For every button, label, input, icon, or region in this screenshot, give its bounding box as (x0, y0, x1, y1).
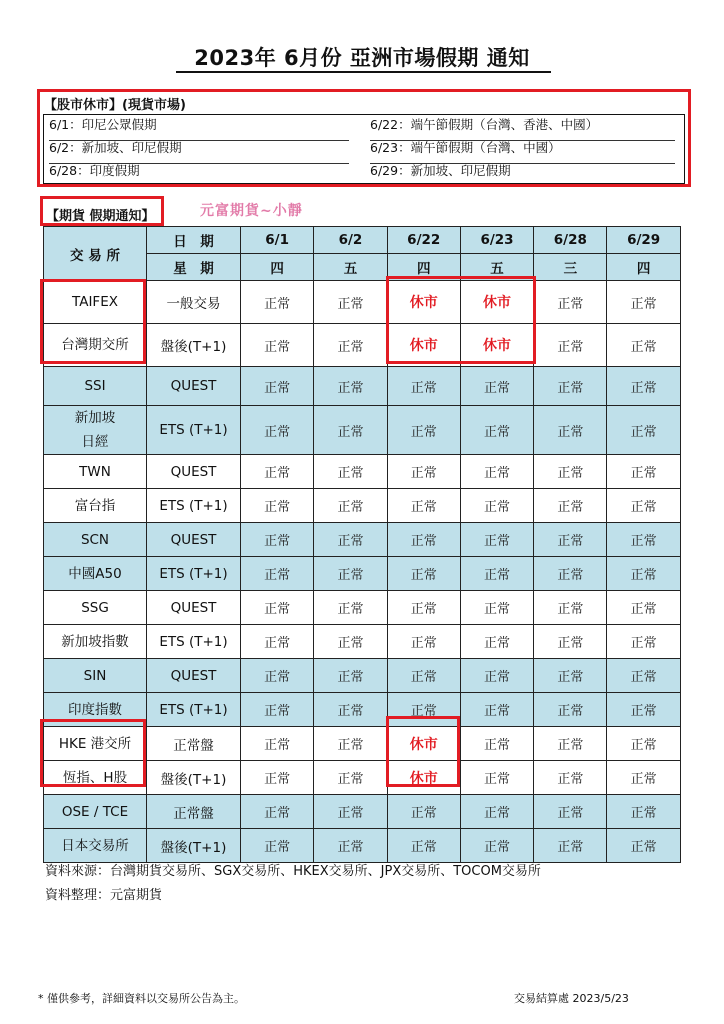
disclaimer-footnote: * 僅供參考，詳細資料以交易所公告為主。 (38, 992, 245, 1005)
closed-status-cell: 休市 (387, 281, 460, 324)
exchange-header: 交 易 所 (44, 227, 147, 281)
status-cell: 正常 (460, 659, 533, 693)
weekday-cell: 五 (314, 254, 387, 281)
session-type-cell: ETS (T+1) (147, 693, 241, 727)
status-cell: 正常 (314, 324, 387, 367)
status-cell: 正常 (607, 727, 680, 761)
status-cell: 正常 (387, 557, 460, 591)
status-cell: 正常 (460, 557, 533, 591)
closed-status-cell: 休市 (460, 281, 533, 324)
status-cell: 正常 (241, 795, 314, 829)
status-cell: 正常 (607, 829, 680, 863)
status-cell: 正常 (241, 455, 314, 489)
status-cell: 正常 (241, 727, 314, 761)
status-cell: 正常 (314, 406, 387, 455)
exchange-cell: HKE 港交所 (44, 727, 147, 761)
status-cell: 正常 (607, 693, 680, 727)
status-cell: 正常 (607, 367, 680, 406)
exchange-cell: 富台指 (44, 489, 147, 523)
status-cell: 正常 (387, 693, 460, 727)
stock-holiday-item: 6/23：端午節假期（台灣、中國） (370, 141, 675, 164)
status-cell: 正常 (534, 557, 607, 591)
weekday-cell: 五 (460, 254, 533, 281)
table-row (44, 591, 681, 625)
date-cell: 6/1 (241, 227, 314, 254)
status-cell: 正常 (534, 761, 607, 795)
date-header-row (44, 227, 681, 254)
closed-status-cell: 休市 (387, 727, 460, 761)
status-cell: 正常 (314, 591, 387, 625)
status-cell: 正常 (241, 659, 314, 693)
table-row (44, 489, 681, 523)
closed-status-cell: 休市 (387, 324, 460, 367)
weekday-cell: 四 (607, 254, 680, 281)
status-cell: 正常 (314, 659, 387, 693)
session-type-cell: QUEST (147, 523, 241, 557)
stock-holiday-item: 6/22：端午節假期（台灣、香港、中國） (370, 118, 675, 141)
status-cell: 正常 (607, 406, 680, 455)
status-cell: 正常 (607, 455, 680, 489)
status-cell: 正常 (387, 523, 460, 557)
status-cell: 正常 (460, 625, 533, 659)
table-row (44, 557, 681, 591)
stock-holiday-left-column (49, 118, 349, 187)
closed-status-cell: 休市 (387, 761, 460, 795)
status-cell: 正常 (241, 489, 314, 523)
stock-holiday-item: 6/29：新加坡、印尼假期 (370, 163, 511, 178)
status-cell: 正常 (387, 591, 460, 625)
status-cell: 正常 (460, 406, 533, 455)
status-cell: 正常 (241, 523, 314, 557)
status-cell: 正常 (241, 761, 314, 795)
exchange-cell: OSE / TCE (44, 795, 147, 829)
status-cell: 正常 (534, 625, 607, 659)
status-cell: 正常 (314, 523, 387, 557)
table-row (44, 324, 681, 367)
status-cell: 正常 (241, 829, 314, 863)
exchange-cell: 恆指、H股 (44, 761, 147, 795)
table-row (44, 281, 681, 324)
session-type-cell: QUEST (147, 367, 241, 406)
status-cell: 正常 (534, 281, 607, 324)
stock-holiday-item: 6/2：新加坡、印尼假期 (49, 141, 349, 164)
table-row (44, 523, 681, 557)
session-type-cell: QUEST (147, 455, 241, 489)
status-cell: 正常 (534, 591, 607, 625)
status-cell: 正常 (314, 367, 387, 406)
status-cell: 正常 (314, 693, 387, 727)
table-row (44, 367, 681, 406)
status-cell: 正常 (607, 324, 680, 367)
status-cell: 正常 (314, 761, 387, 795)
table-row (44, 761, 681, 795)
session-type-cell: QUEST (147, 659, 241, 693)
weekday-cell: 三 (534, 254, 607, 281)
table-row (44, 455, 681, 489)
futures-holiday-table (43, 226, 681, 863)
exchange-cell: 新加坡指數 (44, 625, 147, 659)
status-cell: 正常 (534, 795, 607, 829)
session-type-cell: ETS (T+1) (147, 557, 241, 591)
page-title: 2023年 6月份 亞洲市場假期 通知 (194, 46, 530, 70)
status-cell: 正常 (534, 455, 607, 489)
status-cell: 正常 (534, 523, 607, 557)
status-cell: 正常 (314, 455, 387, 489)
status-cell: 正常 (241, 406, 314, 455)
closed-status-cell: 休市 (460, 324, 533, 367)
status-cell: 正常 (387, 489, 460, 523)
status-cell: 正常 (314, 829, 387, 863)
status-cell: 正常 (387, 829, 460, 863)
stock-holiday-right-column (370, 118, 675, 187)
session-type-cell: ETS (T+1) (147, 625, 241, 659)
exchange-cell: TWN (44, 455, 147, 489)
stock-holiday-item: 6/28：印度假期 (49, 163, 140, 178)
status-cell: 正常 (534, 324, 607, 367)
status-cell: 正常 (387, 455, 460, 489)
exchange-cell: SSG (44, 591, 147, 625)
date-cell: 6/2 (314, 227, 387, 254)
status-cell: 正常 (241, 625, 314, 659)
weekday-label: 星 期 (147, 254, 241, 281)
stock-holiday-heading: 【股市休市】(現貨市場) (44, 98, 186, 113)
status-cell: 正常 (607, 591, 680, 625)
status-cell: 正常 (387, 625, 460, 659)
status-cell: 正常 (534, 829, 607, 863)
status-cell: 正常 (387, 659, 460, 693)
status-cell: 正常 (460, 523, 533, 557)
status-cell: 正常 (460, 795, 533, 829)
status-cell: 正常 (314, 727, 387, 761)
status-cell: 正常 (241, 281, 314, 324)
session-type-cell: 盤後(T+1) (147, 324, 241, 367)
session-type-cell: 正常盤 (147, 795, 241, 829)
footer-issuer-date: 交易結算處 2023/5/23 (514, 992, 629, 1005)
exchange-cell: 印度指數 (44, 693, 147, 727)
date-cell: 6/22 (387, 227, 460, 254)
status-cell: 正常 (314, 281, 387, 324)
status-cell: 正常 (241, 367, 314, 406)
exchange-cell: 台灣期交所 (44, 324, 147, 367)
status-cell: 正常 (460, 455, 533, 489)
status-cell: 正常 (314, 557, 387, 591)
status-cell: 正常 (607, 659, 680, 693)
status-cell: 正常 (460, 727, 533, 761)
author-stamp: 元富期貨~小靜 (200, 203, 303, 219)
status-cell: 正常 (607, 557, 680, 591)
session-type-cell: 盤後(T+1) (147, 829, 241, 863)
exchange-cell: 中國A50 (44, 557, 147, 591)
status-cell: 正常 (241, 557, 314, 591)
exchange-cell: 新加坡 日經 (44, 406, 147, 455)
exchange-cell: SCN (44, 523, 147, 557)
status-cell: 正常 (460, 829, 533, 863)
status-cell: 正常 (534, 489, 607, 523)
status-cell: 正常 (387, 795, 460, 829)
status-cell: 正常 (460, 367, 533, 406)
session-type-cell: ETS (T+1) (147, 406, 241, 455)
status-cell: 正常 (534, 367, 607, 406)
status-cell: 正常 (534, 693, 607, 727)
status-cell: 正常 (314, 625, 387, 659)
status-cell: 正常 (607, 281, 680, 324)
status-cell: 正常 (607, 489, 680, 523)
exchange-cell: 日本交易所 (44, 829, 147, 863)
status-cell: 正常 (314, 489, 387, 523)
status-cell: 正常 (607, 625, 680, 659)
status-cell: 正常 (241, 693, 314, 727)
status-cell: 正常 (534, 659, 607, 693)
data-organizer: 資料整理：元富期貨 (45, 888, 163, 903)
date-cell: 6/28 (534, 227, 607, 254)
date-label: 日 期 (147, 227, 241, 254)
status-cell: 正常 (460, 761, 533, 795)
status-cell: 正常 (607, 523, 680, 557)
table-row (44, 829, 681, 863)
status-cell: 正常 (534, 406, 607, 455)
date-cell: 6/23 (460, 227, 533, 254)
title-underline (176, 71, 551, 73)
status-cell: 正常 (460, 489, 533, 523)
table-row (44, 659, 681, 693)
stock-holiday-item: 6/1：印尼公眾假期 (49, 118, 349, 141)
session-type-cell: 盤後(T+1) (147, 761, 241, 795)
status-cell: 正常 (387, 406, 460, 455)
date-cell: 6/29 (607, 227, 680, 254)
status-cell: 正常 (607, 795, 680, 829)
session-type-cell: ETS (T+1) (147, 489, 241, 523)
futures-heading: 【期貨 假期通知】 (40, 196, 164, 226)
table-row (44, 795, 681, 829)
status-cell: 正常 (460, 693, 533, 727)
status-cell: 正常 (607, 761, 680, 795)
table-row (44, 727, 681, 761)
status-cell: 正常 (241, 324, 314, 367)
status-cell: 正常 (534, 727, 607, 761)
weekday-cell: 四 (387, 254, 460, 281)
session-type-cell: QUEST (147, 591, 241, 625)
exchange-cell: SSI (44, 367, 147, 406)
status-cell: 正常 (460, 591, 533, 625)
exchange-cell: SIN (44, 659, 147, 693)
status-cell: 正常 (387, 367, 460, 406)
table-row (44, 693, 681, 727)
table-row (44, 625, 681, 659)
status-cell: 正常 (314, 795, 387, 829)
exchange-cell: TAIFEX (44, 281, 147, 324)
weekday-cell: 四 (241, 254, 314, 281)
table-row (44, 406, 681, 455)
session-type-cell: 一般交易 (147, 281, 241, 324)
status-cell: 正常 (241, 591, 314, 625)
session-type-cell: 正常盤 (147, 727, 241, 761)
data-source: 資料來源：台灣期貨交易所、SGX交易所、HKEX交易所、JPX交易所、TOCOM交易所 (45, 864, 541, 879)
